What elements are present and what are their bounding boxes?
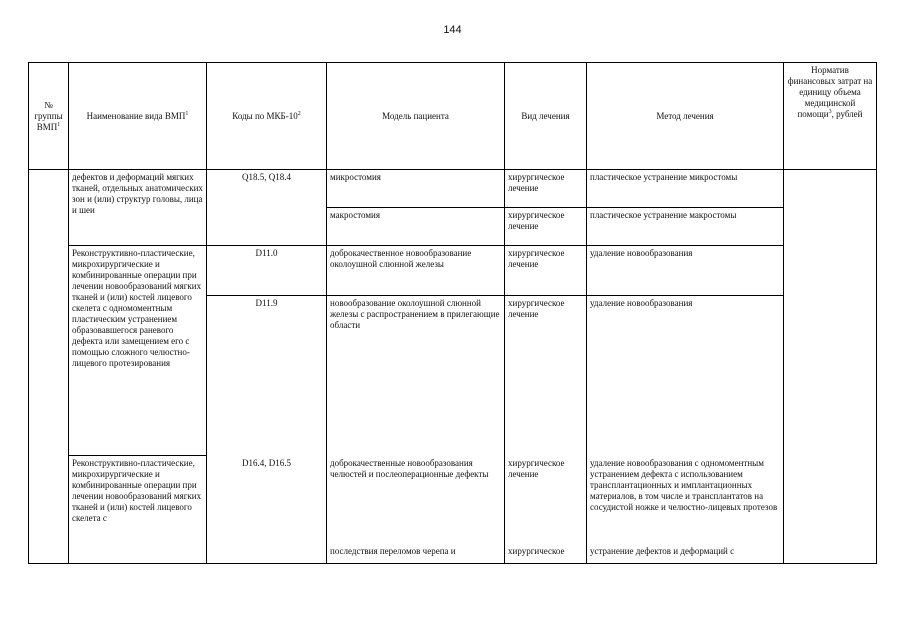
- col-header-treatment-type: Вид лечения: [505, 63, 587, 170]
- treatment-method-cell: пластическое устранение макростомы: [587, 208, 784, 246]
- patient-model-cell: микростомия: [327, 170, 505, 208]
- col-header-norm: Норматив финансовых затрат на единицу объема медицинской помощи$^3$, рублей: [784, 63, 877, 170]
- group-no-cell: [29, 170, 69, 564]
- table-row: [29, 456, 877, 544]
- icd-codes-cell: D11.9: [207, 296, 327, 456]
- patient-model-cell: доброкачественное новообразование околоушной слюнной железы: [327, 246, 505, 296]
- treatment-type-cell: хирургическое лечение: [505, 170, 587, 208]
- patient-model-cell: макростомия: [327, 208, 505, 246]
- col-header-group-no: № группы ВМП$^1$: [29, 63, 69, 170]
- col-header-patient-model: Модель пациента: [327, 63, 505, 170]
- treatment-type-cell: хирургическое лечение: [505, 296, 587, 456]
- page-number: 144: [443, 24, 462, 36]
- icd-codes-cell: Q18.5, Q18.4: [207, 170, 327, 246]
- table-header-row: [29, 63, 877, 170]
- patient-model-cell: последствия переломов черепа и: [327, 544, 505, 564]
- treatment-method-cell: удаление новообразования: [587, 296, 784, 456]
- col-header-treatment-method: Метод лечения: [587, 63, 784, 170]
- icd-codes-cell: D16.4, D16.5: [207, 456, 327, 564]
- vmp-name-cell: Реконструктивно-пластические, микрохирургические и комбинированные операции при лечении новообразований мягких тканей и (или) костей лицевого скелета с одномоментным пластическим устранением образовавшегося раневого дефекта или замещением его с помощью сложного челюстно-лицевого протезирования: [69, 246, 207, 456]
- table-row: [29, 246, 877, 296]
- treatment-type-cell: хирургическое: [505, 544, 587, 564]
- vmp-name-cell: Реконструктивно-пластические, микрохирургические и комбинированные операции при лечении новообразований мягких тканей и (или) костей лицевого скелета с: [69, 456, 207, 564]
- vmp-name-cell: дефектов и деформаций мягких тканей, отдельных анатомических зон и (или) структур головы, лица и шеи: [69, 170, 207, 246]
- icd-codes-cell: D11.0: [207, 246, 327, 296]
- treatment-type-cell: хирургическое лечение: [505, 208, 587, 246]
- treatment-method-cell: удаление новообразования: [587, 246, 784, 296]
- treatment-method-cell: устранение дефектов и деформаций с: [587, 544, 784, 564]
- patient-model-cell: доброкачественные новообразования челюстей и послеоперационные дефекты: [327, 456, 505, 544]
- vmp-table: [28, 62, 877, 564]
- treatment-method-cell: удаление новообразования с одномоментным устранением дефекта с использованием трансплантационных и имплантационных материалов, в том числе и трансплантатов на сосудистой ножке и челюстно-лицевых протезов: [587, 456, 784, 544]
- treatment-type-cell: хирургическое лечение: [505, 456, 587, 544]
- patient-model-cell: новообразование околоушной слюнной железы с распространением в прилегающие области: [327, 296, 505, 456]
- norm-cell: [784, 170, 877, 564]
- col-header-icd-codes: Коды по МКБ-$10^2$: [207, 63, 327, 170]
- col-header-vmp-name: Наименование вида ВМП$^1$: [69, 63, 207, 170]
- treatment-method-cell: пластическое устранение микростомы: [587, 170, 784, 208]
- treatment-type-cell: хирургическое лечение: [505, 246, 587, 296]
- table-row: [29, 170, 877, 208]
